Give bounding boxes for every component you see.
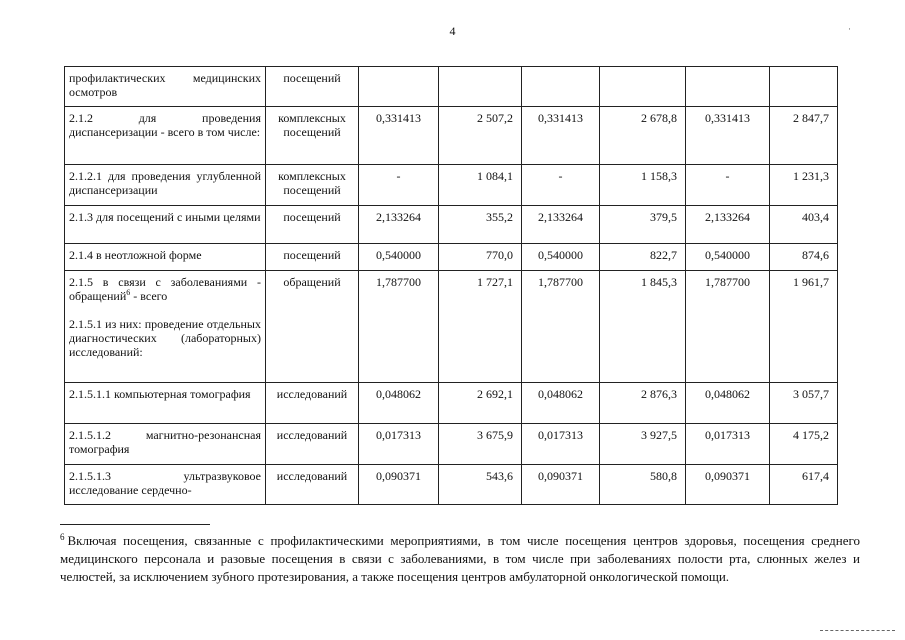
row-value-1 bbox=[359, 67, 439, 107]
row-value-3: 1,787700 bbox=[522, 271, 600, 383]
row-name: 2.1.2 для проведения диспансеризации - всего в том числе: bbox=[65, 107, 266, 165]
row-value-1: 1,787700 bbox=[359, 271, 439, 383]
row-value-1: - bbox=[359, 165, 439, 206]
row-value-3: 0,090371 bbox=[522, 465, 600, 505]
row-value-5: 2,133264 bbox=[686, 206, 770, 244]
row-value-6: 4 175,2 bbox=[770, 424, 838, 465]
table-row bbox=[65, 424, 838, 465]
row-value-3: - bbox=[522, 165, 600, 206]
footnote-text: Включая посещения, связанные с профилактическими мероприятиями, в том числе посещения центров здоровья, посещения среднего медицинского персонала и разовые посещения в связи с заболеваниями, в том числе при заболеваниях полости рта, слюнных желез и челюстей, за исключением зубного протезирования, а также посещения центров амбулаторной онкологической помощи. bbox=[60, 533, 860, 584]
row-name: 2.1.5.1.2 магнитно-резонансная томография bbox=[65, 424, 266, 465]
row-name: 2.1.4 в неотложной форме bbox=[65, 244, 266, 271]
table-row bbox=[65, 107, 838, 165]
row-name: 2.1.3 для посещений с иными целями bbox=[65, 206, 266, 244]
row-name: 2.1.2.1 для проведения углубленной диспансеризации bbox=[65, 165, 266, 206]
row-value-4: 379,5 bbox=[600, 206, 686, 244]
row-value-6: 1 231,3 bbox=[770, 165, 838, 206]
row-name-text: 2.1.5 в связи с заболеваниями - обращений bbox=[69, 275, 261, 303]
row-value-4: 580,8 bbox=[600, 465, 686, 505]
row-value-6: 403,4 bbox=[770, 206, 838, 244]
row-value-1: 0,331413 bbox=[359, 107, 439, 165]
row-unit: посещений bbox=[266, 67, 359, 107]
row-value-5: - bbox=[686, 165, 770, 206]
row-value-2: 770,0 bbox=[439, 244, 522, 271]
footnote-mark: 6 bbox=[60, 531, 65, 542]
row-value-1: 0,048062 bbox=[359, 383, 439, 424]
row-value-1: 0,090371 bbox=[359, 465, 439, 505]
page-edge-mark bbox=[820, 630, 895, 631]
tariff-table bbox=[64, 66, 838, 505]
row-value-1: 0,017313 bbox=[359, 424, 439, 465]
row-value-3: 0,540000 bbox=[522, 244, 600, 271]
row-value-2: 2 692,1 bbox=[439, 383, 522, 424]
row-unit: исследований bbox=[266, 465, 359, 505]
table-row bbox=[65, 271, 838, 313]
row-value-6: 1 961,7 bbox=[770, 271, 838, 383]
row-value-5: 1,787700 bbox=[686, 271, 770, 383]
table-row bbox=[65, 383, 838, 424]
row-unit: обращений bbox=[266, 271, 359, 383]
row-value-3 bbox=[522, 67, 600, 107]
row-unit: посещений bbox=[266, 206, 359, 244]
row-value-2: 355,2 bbox=[439, 206, 522, 244]
row-value-5: 0,017313 bbox=[686, 424, 770, 465]
row-unit: посещений bbox=[266, 244, 359, 271]
footnote-separator bbox=[60, 524, 210, 525]
row-value-5 bbox=[686, 67, 770, 107]
row-name: 2.1.5.1.3 ультразвуковое исследование сердечно- bbox=[65, 465, 266, 505]
row-value-6: 2 847,7 bbox=[770, 107, 838, 165]
table-row bbox=[65, 165, 838, 206]
row-unit: исследований bbox=[266, 424, 359, 465]
row-unit: исследований bbox=[266, 383, 359, 424]
row-value-4: 1 158,3 bbox=[600, 165, 686, 206]
row-value-2: 3 675,9 bbox=[439, 424, 522, 465]
table-row bbox=[65, 465, 838, 505]
row-value-5: 0,090371 bbox=[686, 465, 770, 505]
row-value-6: 617,4 bbox=[770, 465, 838, 505]
row-value-4: 2 678,8 bbox=[600, 107, 686, 165]
corner-mark: · bbox=[848, 24, 851, 34]
row-value-2: 2 507,2 bbox=[439, 107, 522, 165]
row-value-5: 0,331413 bbox=[686, 107, 770, 165]
row-value-3: 0,331413 bbox=[522, 107, 600, 165]
footnote bbox=[60, 532, 860, 586]
footnote-ref: 6 bbox=[126, 288, 131, 297]
row-value-1: 0,540000 bbox=[359, 244, 439, 271]
row-value-3: 0,017313 bbox=[522, 424, 600, 465]
table-row bbox=[65, 206, 838, 244]
table-row bbox=[65, 244, 838, 271]
row-name: 2.1.5.1.1 компьютерная томография bbox=[65, 383, 266, 424]
row-value-6 bbox=[770, 67, 838, 107]
page-number: 4 bbox=[449, 24, 456, 38]
row-value-4: 2 876,3 bbox=[600, 383, 686, 424]
row-value-2: 543,6 bbox=[439, 465, 522, 505]
table-row bbox=[65, 67, 838, 107]
row-value-6: 3 057,7 bbox=[770, 383, 838, 424]
row-value-2 bbox=[439, 67, 522, 107]
row-value-4: 822,7 bbox=[600, 244, 686, 271]
row-value-2: 1 084,1 bbox=[439, 165, 522, 206]
row-value-6: 874,6 bbox=[770, 244, 838, 271]
row-unit: комплексных посещений bbox=[266, 107, 359, 165]
row-name: профилактических медицинских осмотров bbox=[65, 67, 266, 107]
row-unit: комплексных посещений bbox=[266, 165, 359, 206]
row-name-tail: - всего bbox=[130, 289, 168, 303]
row-name bbox=[65, 271, 266, 313]
row-value-4 bbox=[600, 67, 686, 107]
row-subname: 2.1.5.1 из них: проведение отдельных диагностических (лабораторных) исследований: bbox=[65, 313, 266, 383]
row-value-5: 0,048062 bbox=[686, 383, 770, 424]
row-value-5: 0,540000 bbox=[686, 244, 770, 271]
row-value-2: 1 727,1 bbox=[439, 271, 522, 383]
row-value-3: 2,133264 bbox=[522, 206, 600, 244]
row-value-4: 1 845,3 bbox=[600, 271, 686, 383]
row-value-4: 3 927,5 bbox=[600, 424, 686, 465]
row-value-1: 2,133264 bbox=[359, 206, 439, 244]
row-value-3: 0,048062 bbox=[522, 383, 600, 424]
